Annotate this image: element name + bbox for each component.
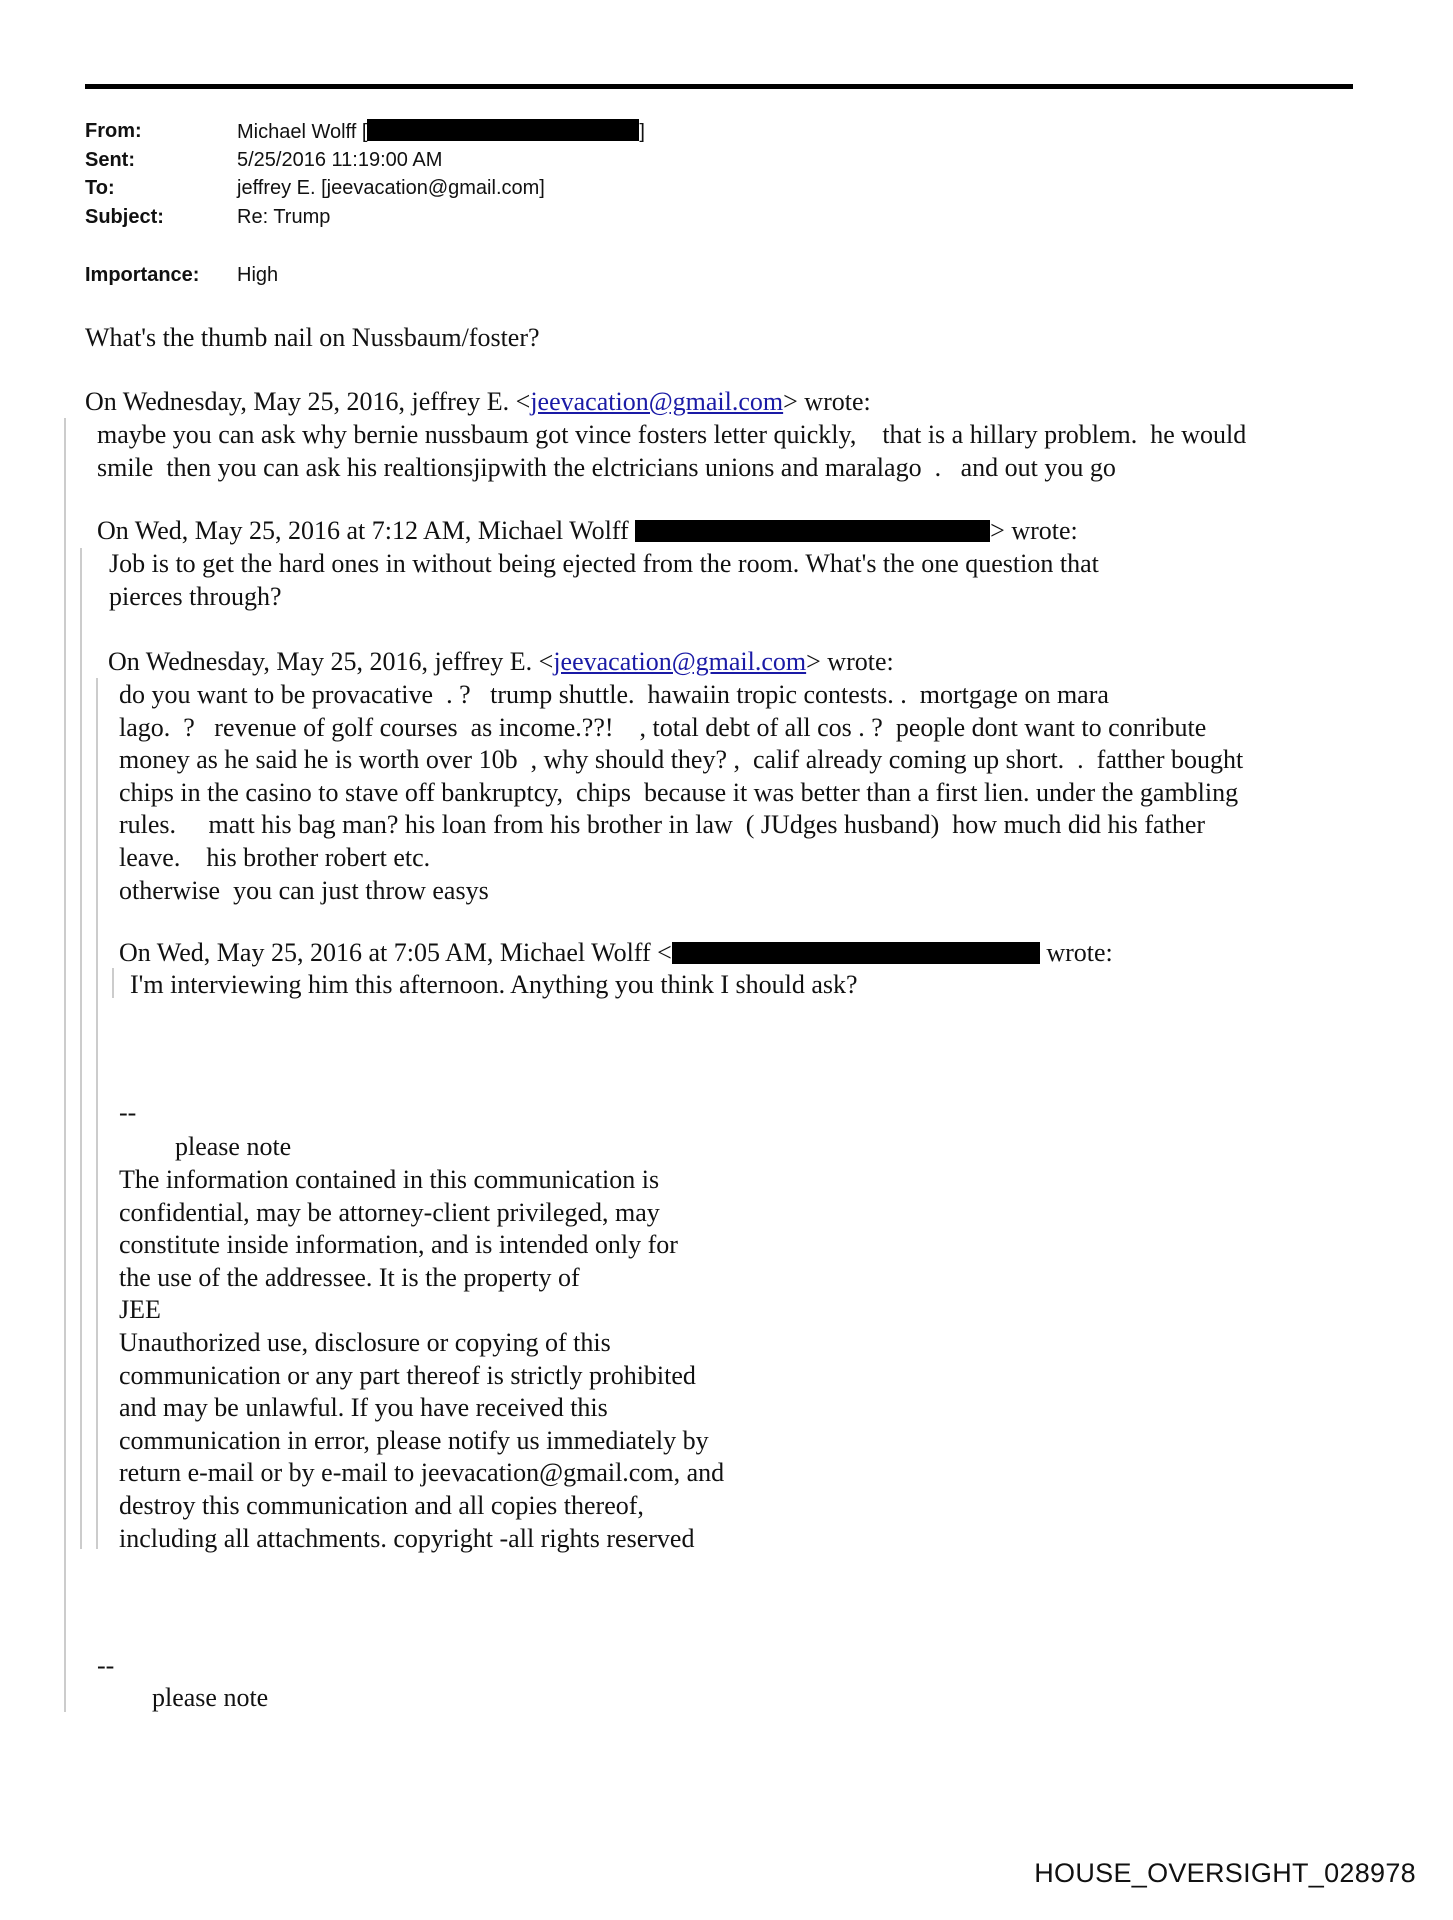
- signature1-disclaimer: [119, 1164, 724, 1555]
- disclaimer-line: communication or any part thereof is strictly prohibited: [119, 1360, 696, 1390]
- quote3-line: leave. his brother robert etc.: [119, 842, 431, 872]
- disclaimer-line: including all attachments. copyright -all rights reserved: [119, 1523, 695, 1553]
- redaction-box: [635, 520, 990, 542]
- disclaimer-line: destroy this communication and all copies thereof,: [119, 1490, 644, 1520]
- quote3-line: otherwise you can just throw easys: [119, 875, 489, 905]
- quote1-email-link[interactable]: jeevacation@gmail.com: [530, 387, 784, 416]
- quote2-intro-text: On Wed, May 25, 2016 at 7:12 AM, Michael Wolff: [97, 516, 636, 545]
- quote3-intro-text: On Wednesday, May 25, 2016, jeffrey E. <: [108, 647, 554, 676]
- signature1-note: please note: [175, 1132, 292, 1161]
- quote-bar-4: [112, 968, 114, 998]
- quote1-intro-text: On Wednesday, May 25, 2016, jeffrey E. <: [85, 387, 531, 416]
- quote3-body: [119, 679, 1243, 907]
- quote1-line: smile then you can ask his realtionsjipwith the elctricians unions and maralago . and out you go: [97, 452, 1116, 482]
- quote1-intro: [85, 386, 871, 419]
- to-label: To:: [85, 177, 115, 199]
- quote3-intro-suffix: > wrote:: [806, 647, 894, 676]
- quote1-line: maybe you can ask why bernie nussbaum got vince fosters letter quickly, that is a hillary problem. he would: [97, 420, 1247, 449]
- redaction-box: [367, 119, 639, 141]
- from-name: Michael Wolff [: [237, 121, 368, 143]
- disclaimer-line: return e-mail or by e-mail to jeevacation@gmail.com, and: [119, 1458, 725, 1488]
- disclaimer-line: The information contained in this communication is: [119, 1165, 660, 1194]
- disclaimer-line: constitute inside information, and is intended only for: [119, 1230, 678, 1260]
- quote3-line: lago. ? revenue of golf courses as income.??! , total debt of all cos . ? people dont want to conribute: [119, 712, 1207, 742]
- disclaimer-line: the use of the addressee. It is the property of: [119, 1262, 580, 1292]
- subject-value: Re: Trump: [237, 206, 331, 228]
- reply-text: What's the thumb nail on Nussbaum/foster?: [85, 323, 540, 352]
- signature2-note: please note: [152, 1683, 269, 1712]
- subject-label: Subject:: [85, 206, 164, 228]
- quote-bar-1: [64, 418, 66, 1712]
- from-value: [237, 119, 645, 144]
- quote4-intro: [119, 937, 1113, 970]
- importance-label: Importance:: [85, 264, 200, 286]
- sent-label: Sent:: [85, 149, 135, 171]
- disclaimer-line: and may be unlawful. If you have received this: [119, 1393, 608, 1423]
- quote1-body: [97, 419, 1246, 484]
- quote-bar-3: [96, 678, 98, 1549]
- quote3-line: chips in the casino to stave off bankruptcy, chips because it was better than a first lien. under the gambling: [119, 777, 1239, 807]
- signature2-dash: --: [97, 1651, 115, 1680]
- from-close: ]: [639, 121, 645, 143]
- quote2-line: pierces through?: [109, 581, 282, 611]
- quote4-body: I'm interviewing him this afternoon. Anything you think I should ask?: [130, 970, 858, 999]
- quote2-body: [109, 548, 1099, 613]
- bates-number: HOUSE_OVERSIGHT_028978: [1034, 1858, 1416, 1888]
- to-value: jeffrey E. [jeevacation@gmail.com]: [237, 177, 545, 199]
- quote1-intro-suffix: > wrote:: [783, 387, 871, 416]
- quote3-line: rules. matt his bag man? his loan from his brother in law ( JUdges husband) how much did his father: [119, 810, 1206, 840]
- quote3-line: money as he said he is worth over 10b , why should they? , calif already coming up short. . fatther bought: [119, 745, 1244, 775]
- signature1-dash: --: [119, 1098, 137, 1127]
- quote2-line: Job is to get the hard ones in without being ejected from the room. What's the one question that: [109, 549, 1099, 578]
- sent-value: 5/25/2016 11:19:00 AM: [237, 149, 443, 171]
- redaction-box: [672, 942, 1040, 964]
- header-rule: [85, 84, 1353, 89]
- disclaimer-line: communication in error, please notify us immediately by: [119, 1425, 709, 1455]
- quote3-email-link[interactable]: jeevacation@gmail.com: [553, 647, 807, 676]
- quote3-intro: [108, 646, 894, 679]
- disclaimer-line: JEE: [119, 1295, 161, 1325]
- quote4-intro-suffix: wrote:: [1039, 938, 1113, 967]
- quote4-intro-text: On Wed, May 25, 2016 at 7:05 AM, Michael Wolff <: [119, 938, 672, 967]
- quote3-line: do you want to be provacative . ? trump shuttle. hawaiin tropic contests. . mortgage on mara: [119, 680, 1109, 709]
- quote-bar-2: [80, 548, 82, 1549]
- quote2-intro: [97, 515, 1078, 548]
- quote2-intro-suffix: > wrote:: [990, 516, 1078, 545]
- disclaimer-line: Unauthorized use, disclosure or copying of this: [119, 1327, 611, 1357]
- importance-value: High: [237, 264, 279, 286]
- disclaimer-line: confidential, may be attorney-client privileged, may: [119, 1197, 660, 1227]
- from-label: From:: [85, 120, 142, 142]
